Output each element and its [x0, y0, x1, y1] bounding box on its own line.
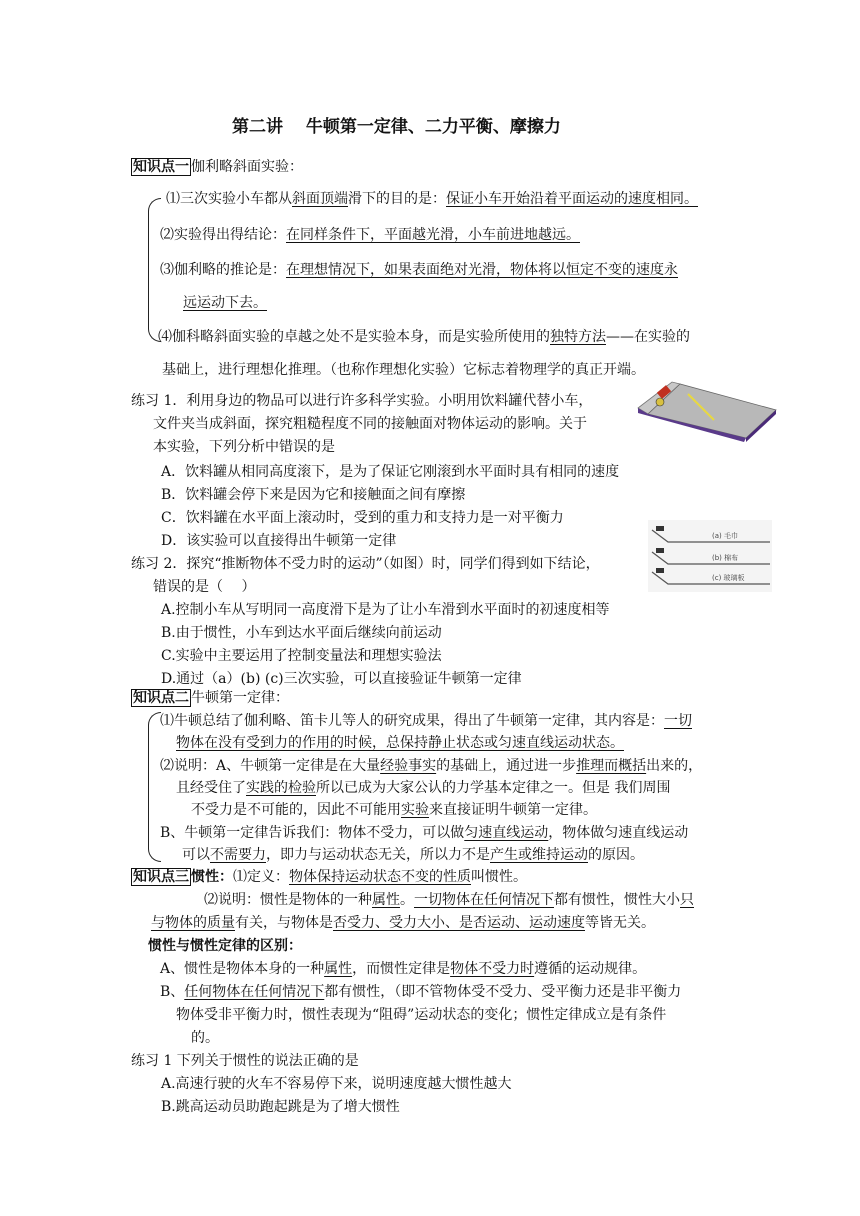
exercise-1-option-d: D．该实验可以直接得出牛顿第一定律 [161, 533, 397, 549]
difference-a: A、惯性是物体本身的一种属性，而惯性定律是物体不受力时遵循的运动规律。 [160, 961, 647, 977]
k1-point-3-cont: 远运动下去。 [183, 295, 267, 311]
k2-point-1-cont: 物体在没有受到力的作用的时候，总保持静止状态或匀速直线运动状态。 [176, 735, 624, 751]
section-tag-3: 知识点三 [133, 869, 189, 885]
difference-b-cont: 物体受非平衡力时，惯性表现为“阻碍”运动状态的变化；惯性定律成立是有条件 [176, 1007, 667, 1023]
section-tag-2: 知识点二 [133, 690, 189, 706]
k1-point-4: ⑷伽科略斜面实验的卓越之处不是实验本身，而是实验所使用的独特方法——在实验的 [158, 329, 690, 345]
section-tag-1: 知识点一 [133, 159, 189, 175]
exercise-2-option-d: D.通过（a）(b) (c)三次实验，可以直接验证牛顿第一定律 [161, 671, 522, 687]
section-2-title: 牛顿第一定律： [191, 690, 289, 706]
ramp-can-figure [636, 380, 778, 444]
difference-heading: 惯性与惯性定律的区别： [148, 938, 302, 954]
difference-b: B、任何物体在任何情况下都有惯性，（即不管物体受不受力、受平衡力还是非平衡力 [160, 984, 682, 1000]
k2-point-3: B、牛顿第一定律告诉我们：物体不受力，可以做匀速直线运动，物体做匀速直线运动 [160, 825, 689, 841]
k2-point-1: ⑴牛顿总结了伽利略、笛卡儿等人的研究成果，得出了牛顿第一定律，其内容是：一切 [160, 713, 692, 729]
k1-point-2: ⑵实验得出得结论：在同样条件下，平面越光滑，小车前进地越远。 [160, 227, 580, 243]
exercise-1-option-b: B．饮料罐会停下来是因为它和接触面之间有摩擦 [161, 487, 466, 503]
section-1-heading [131, 157, 303, 177]
exercise-1-stem-2: 文件夹当成斜面，探究粗糙程度不同的接触面对物体运动的影响。关于 [153, 416, 587, 432]
exercise-1-stem: 练习 1．利用身边的物品可以进行许多科学实验。小明用饮料罐代替小车， [131, 393, 593, 409]
k3-explanation-cont: 与物体的质量有关，与物体是否受力、受力大小、是否运动、运动速度等皆无关。 [151, 915, 655, 931]
exercise-2-stem: 练习 2．探究“推断物体不受力时的运动”（如图）时，同学们得到如下结论， [131, 556, 600, 572]
difference-b-cont2: 的。 [191, 1030, 219, 1046]
section-3-heading: 知识点三 惯性：⑴定义：物体保持运动状态不变的性质叫惯性。 [133, 869, 527, 885]
exercise-3-option-b: B.跳高运动员助跑起跳是为了增大惯性 [161, 1099, 400, 1115]
exercise-1-option-c: C．饮料罐在水平面上滚动时，受到的重力和支持力是一对平衡力 [161, 510, 564, 526]
exercise-2-option-c: C.实验中主要运用了控制变量法和理想实验法 [161, 648, 442, 664]
exercise-1-option-a: A．饮料罐从相同高度滚下，是为了保证它刚滚到水平面时具有相同的速度 [161, 464, 620, 480]
k2-point-3-cont: 可以不需要力，即力与运动状态无关，所以力不是产生或维持运动的原因。 [182, 847, 644, 863]
section-1-title: 伽利略斜面实验： [191, 159, 303, 175]
section-3-title: 惯性： [191, 869, 233, 885]
exercise-3-option-a: A.高速行驶的火车不容易停下来，说明速度越大惯性越大 [161, 1076, 512, 1092]
surface-label-b: (b) 棉布 [712, 554, 739, 562]
three-surface-figure [648, 520, 772, 592]
exercise-2-stem-2: 错误的是（ ） [153, 579, 256, 595]
exercise-3-stem: 练习 1 下列关于惯性的说法正确的是 [131, 1053, 359, 1069]
k1-point-3: ⑶伽利略的推论是：在理想情况下，如果表面绝对光滑，物体将以恒定不变的速度永 [160, 262, 678, 278]
section-2-heading [131, 688, 289, 708]
k2-point-2-cont: 且经受住了实践的检验所以已成为大家公认的力学基本定律之一。但是 我们周围 [176, 780, 671, 796]
k1-point-4-cont: 基础上，进行理想化推理。（也称作理想化实验）它标志着物理学的真正开端。 [162, 362, 645, 378]
exercise-1-stem-3: 本实验，下列分析中错误的是 [153, 439, 335, 455]
surface-label-a: (a) 毛巾 [712, 532, 738, 540]
page-title: 第二讲 牛顿第一定律、二力平衡、摩擦力 [232, 117, 561, 137]
k2-point-2: ⑵说明：A、牛顿第一定律是在大量经验事实的基础上，通过进一步推理而概括出来的， [160, 758, 703, 774]
exercise-2-option-b: B.由于惯性，小车到达水平面后继续向前运动 [161, 625, 442, 641]
exercise-2-option-a: A.控制小车从写明同一高度滑下是为了让小车滑到水平面时的初速度相等 [161, 602, 610, 618]
surface-label-c: (c) 玻璃板 [712, 574, 745, 582]
k3-explanation: ⑵说明：惯性是物体的一种属性。一切物体在任何情况下都有惯性，惯性大小只 [204, 892, 694, 908]
k2-point-2-cont2: 不受力是不可能的，因此不可能用实验来直接证明牛顿第一定律。 [191, 802, 597, 818]
k1-point-1: ⑴三次实验小车都从斜面顶端滑下的目的是：保证小车开始沿着平面运动的速度相同。 [166, 191, 698, 207]
